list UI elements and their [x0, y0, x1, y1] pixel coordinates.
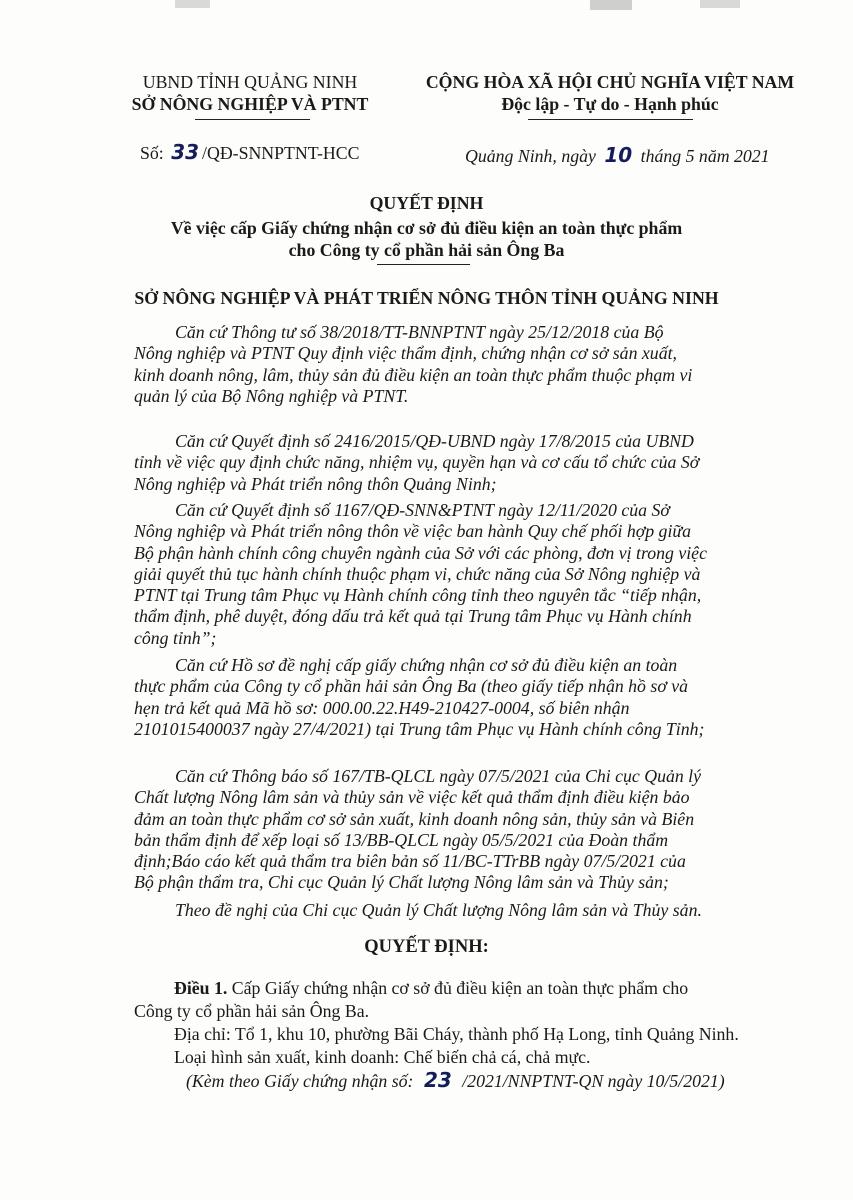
- agency-parent: UBND TỈNH QUẢNG NINH: [142, 72, 358, 92]
- article-1-line1: [134, 977, 766, 1000]
- legal-basis-1: [134, 322, 766, 407]
- legal-basis-line: Căn cứ Thông tư số 38/2018/TT-BNNPTNT ngày 25/12/2018 của Bộ: [175, 322, 664, 342]
- legal-basis-6: [134, 900, 766, 921]
- document-date: [465, 143, 770, 167]
- legal-basis-line: kinh doanh nông, lâm, thủy sản đủ điều kiện an toàn thực phẩm thuộc phạm vi: [134, 364, 693, 385]
- document-heading: QUYẾT ĐỊNH: [369, 193, 484, 213]
- legal-basis-2: [134, 431, 766, 495]
- motto-underline: [528, 119, 693, 120]
- article-1-label: Điều 1.: [174, 978, 228, 998]
- legal-basis-line: quản lý của Bộ Nông nghiệp và PTNT.: [134, 385, 409, 406]
- legal-basis-line: thẩm định, phê duyệt, đóng dấu trả kết quả tại Trung tâm Phục vụ Hành chính: [134, 606, 692, 627]
- legal-basis-line: Căn cứ Quyết định số 2416/2015/QĐ-UBND ngày 17/8/2015 của UBND: [175, 431, 694, 451]
- scan-edge-mark: [700, 0, 740, 8]
- country-name: CỘNG HÒA XÃ HỘI CHỦ NGHĨA VIỆT NAM: [425, 72, 795, 92]
- doc-number-handwritten: 33: [171, 140, 200, 164]
- legal-basis-line: thực phẩm của Công ty cổ phần hải sản Ông Ba (theo giấy tiếp nhận hồ sơ và: [134, 676, 689, 697]
- legal-basis-line: Căn cứ Quyết định số 1167/QĐ-SNN&PTNT ngày 12/11/2020 của Sở: [175, 500, 670, 520]
- legal-basis-line: Bộ phận hành chính công chuyên ngành của Sở với các phòng, đơn vị trong việc: [134, 542, 707, 563]
- legal-basis-line: Theo đề nghị của Chi cục Quản lý Chất lượng Nông lâm sản và Thủy sản.: [175, 900, 702, 920]
- legal-basis-line: 2101015400037 ngày 27/4/2021) tại Trung tâm Phục vụ Hành chính công Tỉnh;: [134, 718, 705, 739]
- legal-basis-line: Nông nghiệp và Phát triển nông thôn về việc ban hành Quy chế phối hợp giữa: [134, 521, 691, 542]
- legal-basis-line: đảm an toàn thực phẩm cơ sở sản xuất, kinh doanh nông sản, thủy sản và Biên: [134, 808, 695, 829]
- legal-basis-5: [134, 766, 766, 894]
- subject-underline: [377, 264, 470, 265]
- document-subject-line2: cho Công ty cổ phần hải sản Ông Ba: [288, 240, 565, 260]
- legal-basis-line: công tỉnh”;: [134, 627, 217, 648]
- legal-basis-line: định;Báo cáo kết quả thẩm tra biên bản số 11/BC-TTrBB ngày 07/5/2021 của: [134, 851, 686, 872]
- legal-basis-line: hẹn trả kết quả Mã hồ sơ: 000.00.22.H49-210427-0004, số biên nhận: [134, 697, 630, 718]
- date-suffix: tháng 5 năm 2021: [640, 146, 770, 166]
- legal-basis-line: giải quyết thủ tục hành chính thuộc phạm vi, chức năng của Sở Nông nghiệp và: [134, 563, 701, 584]
- issuing-authority: SỞ NÔNG NGHIỆP VÀ PHÁT TRIỂN NÔNG THÔN TỈNH QUẢNG NINH: [134, 288, 719, 308]
- legal-basis-line: Căn cứ Thông báo số 167/TB-QLCL ngày 07/5/2021 của Chi cục Quản lý: [175, 766, 702, 786]
- agency-underline: [195, 119, 310, 120]
- article-1-text: Cấp Giấy chứng nhận cơ sở đủ điều kiện an toàn thực phẩm cho: [227, 978, 689, 998]
- certificate-number-handwritten: 23: [423, 1068, 452, 1092]
- scan-edge-mark: [175, 0, 210, 8]
- scan-edge-mark: [590, 0, 632, 10]
- article-1-certificate-ref: [134, 1069, 766, 1093]
- article-1-address: Địa chỉ: Tổ 1, khu 10, phường Bãi Cháy, thành phố Hạ Long, tỉnh Quảng Ninh.: [174, 1024, 739, 1044]
- legal-basis-4: [134, 655, 766, 740]
- certificate-prefix: (Kèm theo Giấy chứng nhận số:: [186, 1071, 414, 1091]
- document-subject-line1: Về việc cấp Giấy chứng nhận cơ sở đủ điều kiện an toàn thực phẩm: [170, 218, 683, 238]
- certificate-suffix: /2021/NNPTNT-QN ngày 10/5/2021): [462, 1071, 725, 1091]
- date-prefix: Quảng Ninh, ngày: [465, 146, 596, 166]
- legal-basis-line: Nông nghiệp và Phát triển nông thôn Quảng Ninh;: [134, 473, 497, 494]
- article-1: [134, 977, 766, 1093]
- legal-basis-line: tỉnh về việc quy định chức năng, nhiệm vụ, quyền hạn và cơ cấu tổ chức của Sở: [134, 452, 700, 473]
- legal-basis-3: [134, 500, 766, 649]
- legal-basis-line: Bộ phận thẩm tra, Chi cục Quản lý Chất lượng Nông lâm sản và Thủy sản;: [134, 872, 669, 893]
- article-1-business-type: Loại hình sản xuất, kinh doanh: Chế biến chả cá, chả mực.: [174, 1047, 591, 1067]
- document-number: [140, 140, 359, 164]
- national-motto: Độc lập - Tự do - Hạnh phúc: [501, 94, 719, 114]
- decision-heading: QUYẾT ĐỊNH:: [364, 937, 489, 957]
- doc-number-prefix: Số:: [140, 143, 164, 163]
- legal-basis-line: Nông nghiệp và PTNT Quy định việc thẩm định, chứng nhận cơ sở sản xuất,: [134, 343, 677, 364]
- legal-basis-line: Chất lượng Nông lâm sản và thủy sản về việc kết quả thẩm định điều kiện bảo: [134, 787, 690, 808]
- agency-name: SỞ NÔNG NGHIỆP VÀ PTNT: [131, 94, 369, 114]
- legal-basis-line: bản thẩm định để xếp loại số 13/BB-QLCL ngày 05/5/2021 của Đoàn thẩm: [134, 829, 669, 850]
- legal-basis-line: Căn cứ Hồ sơ đề nghị cấp giấy chứng nhận cơ sở đủ điều kiện an toàn: [175, 655, 678, 675]
- doc-number-suffix: /QĐ-SNNPTNT-HCC: [202, 143, 360, 163]
- article-1-line2: Công ty cổ phần hải sản Ông Ba.: [134, 1001, 370, 1021]
- date-day-handwritten: 10: [604, 143, 633, 167]
- legal-basis-line: PTNT tại Trung tâm Phục vụ Hành chính công tỉnh theo nguyên tắc “tiếp nhận,: [134, 585, 702, 606]
